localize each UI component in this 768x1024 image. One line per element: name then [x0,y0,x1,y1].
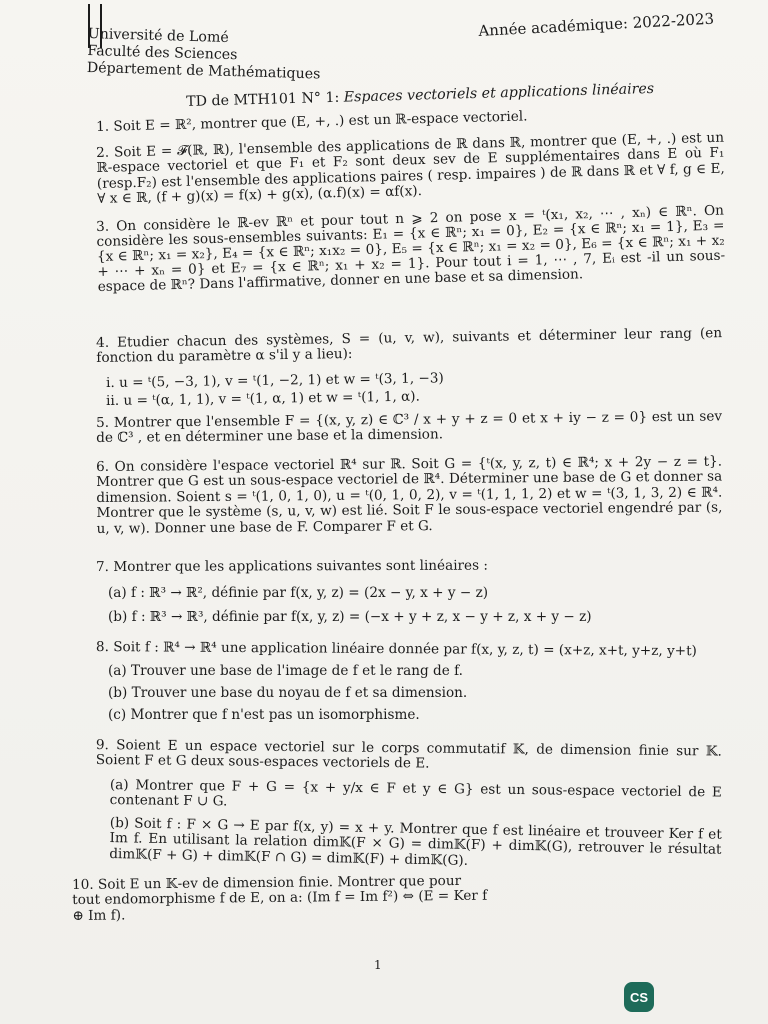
exercise-2: 2. Soit E = 𝓕(ℝ, ℝ), l'ensemble des applications de ℝ dans ℝ, montrer que (E, +, .) est un ℝ-espace vectoriel et que F₁ et F₂ sont deux sev de E supplémentaires dans E où F₁ (resp.F₂) est l'ensemble des applications paires ( resp. impaires ) de ℝ dans ℝ et ∀ f, g ∈ E, ∀ x ∈ ℝ, (f + g)(x) = f(x) + g(x), (α.f)(x) = αf(x). [95,129,725,208]
academic-year: Année académique: 2022-2023 [478,9,715,40]
exercise-8-item-a: (a) Trouver une base de l'image de f et le rang de f. [108,663,463,679]
page-number: 1 [374,958,382,972]
scanner-logo-badge: CS [624,982,654,1012]
title-subject: Espaces vectoriels et applications linéaires [343,80,655,106]
exercise-8: 8. Soit f : ℝ⁴ → ℝ⁴ une application linéaire donnée par f(x, y, z, t) = (x+z, x+t, y+z, y+t) [95,639,697,660]
exercise-8-item-c: (c) Montrer que f n'est pas un isomorphisme. [108,707,420,723]
exercise-5: 5. Montrer que l'ensemble F = {(x, y, z) ∈ ℂ³ / x + y + z = 0 et x + iy − z = 0} est un sev de ℂ³ , et en déterminer une base et la dimension. [95,408,723,447]
exercise-4: 4. Etudier chacun des systèmes, S = (u, v, w), suivants et déterminer leur rang (en fonction du paramètre α s'il y a lieu): [95,325,723,367]
exercise-10: 10. Soit E un 𝕂-ev de dimension finie. Montrer que pour tout endomorphisme f de E, on a: (Im f = Im f²) ⇔ (E = Ker f ⊕ Im f). [71,872,488,924]
exercise-8-item-b: (b) Trouver une base du noyau de f et sa dimension. [108,685,468,701]
exercise-6: 6. On considère l'espace vectoriel ℝ⁴ sur ℝ. Soit G = {ᵗ(x, y, z, t) ∈ ℝ⁴; x + 2y − z = t}. Montrer que G est un sous-espace vectoriel de ℝ⁴. Déterminer une base de G et donner sa dimension. Soient s = ᵗ(1, 0, 1, 0), u = ᵗ(0, 1, 0, 2), v = ᵗ(1, 1, 1, 2) et w = ᵗ(3, 1, 3, 2) ∈ ℝ⁴. Montrer que le système (s, u, v, w) est lié. Soit F le sous-espace vectoriel engendré par (s, u, v, w). Donner une base de F. Comparer F et G. [95,453,723,537]
exercise-9: 9. Soient E un espace vectoriel sur le corps commutatif 𝕂, de dimension finie sur 𝕂. Soient F et G deux sous-espaces vectoriels de E. [95,737,722,772]
faculty-name: Faculté des Sciences [87,42,238,64]
exercise-9-item-b: (b) Soit f : F × G → E par f(x, y) = x + y. Montrer que f est linéaire et trouveer Ker f et Im f. En utilisant la relation dim𝕂(F × G) = dim𝕂(F) + dim𝕂(G), retrouver le résultat dim𝕂(F + G) + dim𝕂(F ∩ G) = dim𝕂(F) + dim𝕂(G). [109,815,722,869]
institution-header [87,26,322,84]
exercise-9-item-a: (a) Montrer que F + G = {x + y/x ∈ F et y ∈ G} est un sous-espace vectoriel de E contenant F ∪ G. [109,777,722,810]
exercise-7-item-a: (a) f : ℝ³ → ℝ², définie par f(x, y, z) = (2x − y, x + y − z) [108,585,489,601]
document-title [186,81,654,110]
exercise-7: 7. Montrer que les applications suivantes sont linéaires : [95,557,489,575]
exercise-4-item-i: i. u = ᵗ(5, −3, 1), v = ᵗ(1, −2, 1) et w = ᵗ(3, 1, −3) [105,370,444,391]
exercise-1: 1. Soit E = ℝ², montrer que (E, +, .) est un ℝ-espace vectoriel. [95,108,528,135]
department-name: Département de Mathématiques [86,59,321,83]
title-prefix: TD de MTH101 N° 1: [186,89,345,110]
exercise-4-item-ii: ii. u = ᵗ(α, 1, 1), v = ᵗ(1, α, 1) et w = ᵗ(1, 1, α). [105,388,420,409]
exercise-7-item-b: (b) f : ℝ³ → ℝ³, définie par f(x, y, z) = (−x + y + z, x − y + z, x + y − z) [108,609,592,625]
university-name: Université de Lomé [87,26,230,46]
exercise-3: 3. On considère le ℝ-ev ℝⁿ et pour tout n ⩾ 2 on pose x = ᵗ(x₁, x₂, ⋯ , xₙ) ∈ ℝⁿ. On considère les sous-ensembles suivants: E₁ = {x ∈ ℝⁿ; x₁ = 0}, E₂ = {x ∈ ℝⁿ; x₁ = 1}, E₃ = {x ∈ ℝⁿ; x₁ = x₂}, E₄ = {x ∈ ℝⁿ; x₁x₂ = 0}, E₅ = {x ∈ ℝⁿ; x₁ = x₂ = 0}, E₆ = {x ∈ ℝⁿ; x₁ + x₂ + ⋯ + xₙ = 0} et E₇ = {x ∈ ℝⁿ; x₁ + x₂ = 1}. Pour tout i = 1, ⋯ , 7, Eᵢ est -il un sous-espace de ℝⁿ? Dans l'affirmative, donner en une base et sa dimension. [95,202,726,295]
